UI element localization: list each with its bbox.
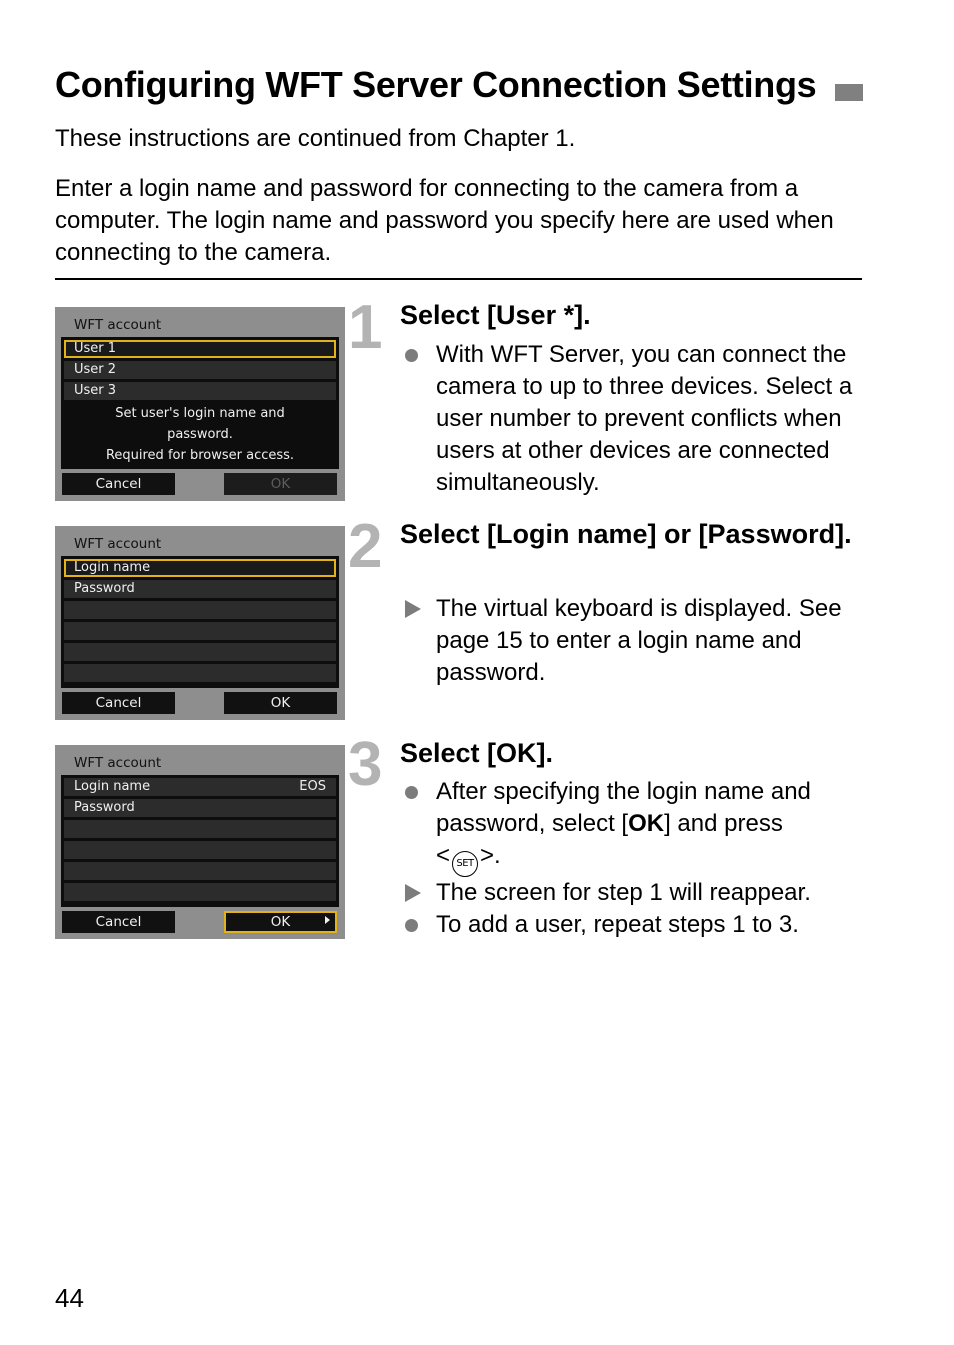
bullet-dot-icon: [405, 786, 418, 799]
camera-screen-confirm: [55, 745, 345, 939]
page-title: Configuring WFT Server Connection Settings: [55, 64, 817, 105]
menu-row-empty: [64, 862, 336, 880]
item-text: ] and press: [664, 810, 783, 837]
menu-row-empty: [64, 643, 336, 661]
menu-row-password[interactable]: Password: [64, 580, 336, 598]
screen-message: [64, 403, 336, 466]
ok-button-label: OK: [270, 914, 291, 930]
intro-line: These instructions are continued from Chapter 1.: [55, 125, 576, 152]
screen-title: WFT account: [74, 536, 162, 552]
step-number: 3: [348, 730, 381, 799]
screen-menu: [61, 337, 339, 469]
item-text: After specifying the login name and password, select [: [436, 778, 811, 837]
item-text: With WFT Server, you can connect the camera to up to three devices. Select a user number to prevent conflicts when users at other devices are connected simultaneously.: [436, 341, 853, 496]
menu-row-user-1[interactable]: User 1: [64, 340, 336, 358]
menu-row-empty: [64, 883, 336, 901]
item-text: <: [436, 842, 451, 869]
menu-row-login-name[interactable]: [64, 778, 336, 796]
set-button-icon: SET: [452, 851, 478, 877]
item-text: To add a user, repeat steps 1 to 3.: [436, 911, 799, 938]
screen-title: WFT account: [74, 755, 162, 771]
menu-row-empty: [64, 820, 336, 838]
step-items: [400, 339, 860, 499]
menu-row-label: Login name: [74, 779, 151, 794]
screen-message-line: Set user's login name and: [115, 406, 285, 421]
section-divider: [55, 278, 862, 280]
login-name-value: EOS: [299, 779, 326, 794]
step-items: [400, 776, 860, 941]
step-number: 2: [348, 512, 381, 581]
list-item: [400, 877, 860, 909]
menu-row-user-3[interactable]: User 3: [64, 382, 336, 400]
item-text: The virtual keyboard is displayed. See page 15 to enter a login name and password.: [436, 595, 842, 686]
section-tab-marker: [835, 84, 863, 101]
item-text: The screen for step 1 will reappear.: [436, 879, 811, 906]
ok-button[interactable]: OK: [224, 692, 337, 714]
screen-message-line: password.: [167, 427, 233, 442]
step-heading: Select [User *].: [400, 300, 591, 330]
screen-menu: [61, 556, 339, 688]
ok-button[interactable]: [224, 911, 337, 933]
menu-row-empty: [64, 601, 336, 619]
camera-screen-login-select: [55, 526, 345, 720]
list-item: [400, 593, 860, 689]
result-arrow-icon: [405, 600, 421, 618]
screen-menu: [61, 775, 339, 907]
menu-row-empty: [64, 664, 336, 682]
item-text: >.: [480, 842, 501, 869]
cancel-button[interactable]: Cancel: [62, 692, 175, 714]
intro-paragraph: Enter a login name and password for connecting to the camera from a computer. The login name and password you specify here are used when connecting to the camera.: [55, 175, 834, 266]
step-heading: Select [Login name] or [Password].: [400, 519, 852, 549]
step-heading: Select [OK].: [400, 738, 554, 768]
step-items: [400, 593, 860, 689]
menu-row-user-2[interactable]: User 2: [64, 361, 336, 379]
list-item: [400, 776, 860, 877]
bullet-dot-icon: [405, 919, 418, 932]
screen-title: WFT account: [74, 317, 162, 333]
cancel-button[interactable]: Cancel: [62, 473, 175, 495]
result-arrow-icon: [405, 884, 421, 902]
menu-row-empty: [64, 841, 336, 859]
step-number: 1: [348, 293, 381, 362]
bullet-dot-icon: [405, 349, 418, 362]
screen-message-line: Required for browser access.: [105, 448, 295, 463]
list-item: [400, 339, 860, 499]
cancel-button[interactable]: Cancel: [62, 911, 175, 933]
item-text-bold: OK: [628, 810, 665, 837]
chevron-right-icon: [325, 916, 330, 924]
list-item: [400, 909, 860, 941]
menu-row-login-name[interactable]: Login name: [64, 559, 336, 577]
page-number: 44: [55, 1283, 84, 1313]
ok-button[interactable]: OK: [224, 473, 337, 495]
menu-row-empty: [64, 622, 336, 640]
menu-row-password[interactable]: Password: [64, 799, 336, 817]
camera-screen-user-select: [55, 307, 345, 501]
